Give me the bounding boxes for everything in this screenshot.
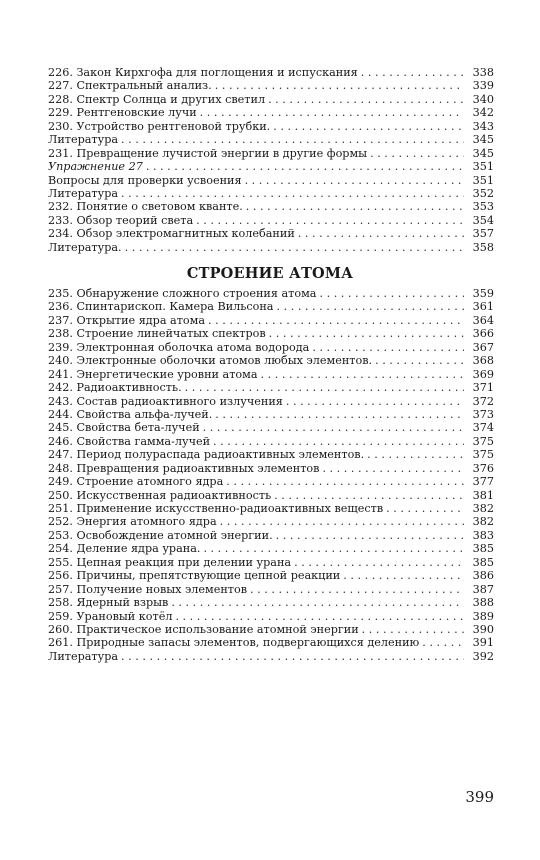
toc-entry-page: 372: [472, 394, 494, 408]
toc-entry-page: 375: [472, 448, 494, 462]
dot-leader: [422, 636, 464, 649]
toc-entry: [48, 596, 494, 609]
toc-entry-title: 232. Понятие о световом кванте.: [48, 200, 246, 213]
dot-leader: [121, 133, 464, 146]
toc-entry-title: 245. Свойства бета-лучей: [48, 421, 203, 434]
toc-entry: [48, 529, 494, 542]
toc-entry-page: 383: [472, 528, 494, 542]
toc-entry: [48, 120, 494, 133]
toc-entry: [48, 489, 494, 502]
dot-leader: [367, 448, 464, 461]
dot-leader: [261, 368, 464, 381]
toc-entry-page: 368: [472, 354, 494, 368]
dot-leader: [250, 583, 464, 596]
toc-list-part2: [48, 287, 494, 663]
toc-entry: [48, 300, 494, 313]
toc-entry-title: 226. Закон Кирхгофа для поглощения и испускания: [48, 66, 361, 79]
toc-entry: [48, 227, 494, 240]
dot-leader: [386, 502, 464, 515]
toc-entry-title: 249. Строение атомного ядра: [48, 475, 226, 488]
toc-entry-page: 377: [472, 475, 494, 489]
toc-entry-title: 241. Энергетические уровни атома: [48, 368, 261, 381]
toc-entry-title: 228. Спектр Солнца и других светил: [48, 93, 268, 106]
toc-entry-page: 385: [472, 542, 494, 556]
toc-entry-title: 238. Строение линейчатых спектров: [48, 327, 269, 340]
toc-entry: [48, 421, 494, 434]
toc-entry: [48, 448, 494, 461]
toc-entry: [48, 187, 494, 200]
toc-entry-title: 250. Искусственная радиоактивность: [48, 489, 274, 502]
toc-entry-title: 247. Период полураспада радиоактивных элементов.: [48, 448, 367, 461]
dot-leader: [121, 650, 464, 663]
dot-leader: [208, 314, 464, 327]
dot-leader: [171, 596, 464, 609]
toc-entry-title: 253. Освобождение атомной энергии.: [48, 529, 276, 542]
toc-entry-title: 251. Применение искусственно-радиоактивных веществ: [48, 502, 386, 515]
dot-leader: [213, 435, 464, 448]
toc-entry: [48, 636, 494, 649]
toc-entry: [48, 160, 494, 173]
toc-entry-page: 385: [472, 555, 494, 569]
toc-entry-page: 338: [472, 66, 494, 79]
toc-entry: [48, 133, 494, 146]
dot-leader: [343, 569, 464, 582]
dot-leader: [312, 341, 464, 354]
dot-leader: [322, 462, 464, 475]
toc-entry-title: 240. Электронные оболочки атомов любых элементов.: [48, 354, 375, 367]
dot-leader: [200, 106, 464, 119]
toc-entry-title: 259. Урановый котёл: [48, 610, 175, 623]
toc-entry-title: 256. Причины, препятствующие цепной реакции: [48, 569, 343, 582]
toc-entry: [48, 93, 494, 106]
toc-entry-title: 235. Обнаружение сложного строения атома: [48, 287, 319, 300]
dot-leader: [121, 187, 464, 200]
toc-entry-page: 359: [472, 287, 494, 300]
dot-leader: [370, 147, 464, 160]
toc-entry-page: 351: [472, 160, 494, 174]
dot-leader: [203, 421, 464, 434]
toc-entry: [48, 106, 494, 119]
page-number: 399: [465, 788, 494, 806]
toc-entry-title: 231. Превращение лучистой энергии в другие формы: [48, 147, 370, 160]
dot-leader: [276, 300, 464, 313]
toc-entry-title: 236. Спинтарископ. Камера Вильсона: [48, 300, 276, 313]
toc-entry-page: 386: [472, 569, 494, 583]
toc-entry: [48, 381, 494, 394]
toc-entry: [48, 475, 494, 488]
toc-entry-title: 244. Свойства альфа-лучей.: [48, 408, 215, 421]
dot-leader: [269, 327, 464, 340]
toc-entry-title: 237. Открытие ядра атома: [48, 314, 208, 327]
dot-leader: [226, 475, 464, 488]
dot-leader: [274, 489, 464, 502]
toc-entry-page: 374: [472, 421, 494, 435]
toc-entry-title: 242. Радиоактивность.: [48, 381, 185, 394]
toc-entry: [48, 502, 494, 515]
toc-entry: [48, 147, 494, 160]
toc-entry-page: 369: [472, 367, 494, 381]
toc-entry-title: Литература: [48, 187, 121, 200]
toc-entry-page: 376: [472, 461, 494, 475]
toc-entry-title: 239. Электронная оболочка атома водорода: [48, 341, 312, 354]
toc-entry-title: 260. Практическое использование атомной энергии: [48, 623, 362, 636]
toc-entry: [48, 314, 494, 327]
toc-entry-page: 391: [472, 636, 494, 650]
toc-entry-page: 345: [472, 146, 494, 160]
dot-leader: [125, 241, 464, 254]
toc-entry-page: 387: [472, 582, 494, 596]
dot-leader: [286, 395, 464, 408]
toc-entry-title: 261. Природные запасы элементов, подвергающихся делению: [48, 636, 422, 649]
toc-entry: [48, 287, 494, 300]
toc-entry-title: 229. Рентгеновские лучи: [48, 106, 200, 119]
dot-leader: [185, 381, 464, 394]
toc-entry-title: 234. Обзор электромагнитных колебаний: [48, 227, 298, 240]
toc-entry: [48, 650, 494, 663]
dot-leader: [175, 610, 464, 623]
dot-leader: [203, 542, 464, 555]
toc-entry-page: 366: [472, 327, 494, 341]
dot-leader: [196, 214, 464, 227]
toc-entry: [48, 610, 494, 623]
toc-entry: [48, 623, 494, 636]
dot-leader: [361, 66, 464, 79]
toc-entry-page: 389: [472, 609, 494, 623]
toc-entry-title: 243. Состав радиоактивного излучения: [48, 395, 286, 408]
toc-entry-page: 382: [472, 515, 494, 529]
dot-leader: [220, 515, 464, 528]
toc-entry: [48, 408, 494, 421]
toc-entry: [48, 462, 494, 475]
toc-entry-title: 246. Свойства гамма-лучей: [48, 435, 213, 448]
toc-list-part1: [48, 66, 494, 254]
toc-entry-page: 388: [472, 596, 494, 610]
toc-entry: [48, 435, 494, 448]
dot-leader: [298, 227, 464, 240]
dot-leader: [362, 623, 464, 636]
dot-leader: [215, 79, 464, 92]
toc-entry: [48, 341, 494, 354]
toc-entry: [48, 569, 494, 582]
toc-entry-title: 230. Устройство рентгеновой трубки.: [48, 120, 273, 133]
toc-entry-title: 254. Деление ядра урана.: [48, 542, 203, 555]
toc-entry-title: Литература: [48, 133, 121, 146]
toc-entry-title: Упражнение 27: [48, 160, 146, 173]
toc-entry: [48, 556, 494, 569]
toc-entry-page: 340: [472, 92, 494, 106]
toc-entry-title: Литература: [48, 650, 121, 663]
toc-entry: [48, 327, 494, 340]
toc-entry-title: 227. Спектральный анализ.: [48, 79, 215, 92]
toc-entry-page: 354: [472, 213, 494, 227]
toc-entry-page: 390: [472, 622, 494, 636]
toc-entry-title: 257. Получение новых элементов: [48, 583, 250, 596]
dot-leader: [215, 408, 464, 421]
toc-entry-page: 392: [472, 649, 494, 663]
toc-entry-page: 343: [472, 119, 494, 133]
toc-entry-page: 357: [472, 227, 494, 241]
toc-entry-page: 361: [472, 300, 494, 314]
toc-entry-page: 381: [472, 488, 494, 502]
toc-entry: [48, 79, 494, 92]
toc-entry-title: 233. Обзор теорий света: [48, 214, 196, 227]
dot-leader: [268, 93, 464, 106]
toc-entry: [48, 354, 494, 367]
toc-entry: [48, 214, 494, 227]
toc-entry: [48, 583, 494, 596]
dot-leader: [245, 174, 464, 187]
toc-entry-title: 255. Цепная реакция при делении урана: [48, 556, 294, 569]
toc-entry-page: 358: [472, 240, 494, 254]
toc-entry: [48, 542, 494, 555]
dot-leader: [276, 529, 464, 542]
toc-entry-title: 252. Энергия атомного ядра: [48, 515, 220, 528]
dot-leader: [294, 556, 464, 569]
toc-entry: [48, 200, 494, 213]
toc-entry-page: 367: [472, 340, 494, 354]
toc-entry: [48, 66, 494, 79]
toc-entry-page: 352: [472, 186, 494, 200]
toc-entry: [48, 174, 494, 187]
toc-entry-page: 375: [472, 434, 494, 448]
toc-entry-title: Литература.: [48, 241, 125, 254]
toc-entry: [48, 515, 494, 528]
toc-entry-page: 345: [472, 133, 494, 147]
dot-leader: [146, 160, 464, 173]
toc-entry-page: 342: [472, 106, 494, 120]
toc-entry: [48, 241, 494, 254]
toc-entry-page: 339: [472, 79, 494, 93]
section-heading: СТРОЕНИЕ АТОМА: [186, 265, 354, 282]
toc-entry-page: 351: [472, 173, 494, 187]
toc-entry-page: 364: [472, 313, 494, 327]
toc-entry-title: 258. Ядерный взрыв: [48, 596, 171, 609]
dot-leader: [273, 120, 464, 133]
dot-leader: [246, 200, 464, 213]
toc-entry-page: 353: [472, 200, 494, 214]
toc-entry-title: Вопросы для проверки усвоения: [48, 174, 245, 187]
toc-entry: [48, 395, 494, 408]
toc-entry-title: 248. Превращения радиоактивных элементов: [48, 462, 322, 475]
dot-leader: [375, 354, 464, 367]
toc-entry-page: 382: [472, 502, 494, 515]
toc-entry-page: 373: [472, 407, 494, 421]
toc-entry-page: 371: [472, 381, 494, 395]
toc-entry: [48, 368, 494, 381]
dot-leader: [319, 287, 464, 300]
